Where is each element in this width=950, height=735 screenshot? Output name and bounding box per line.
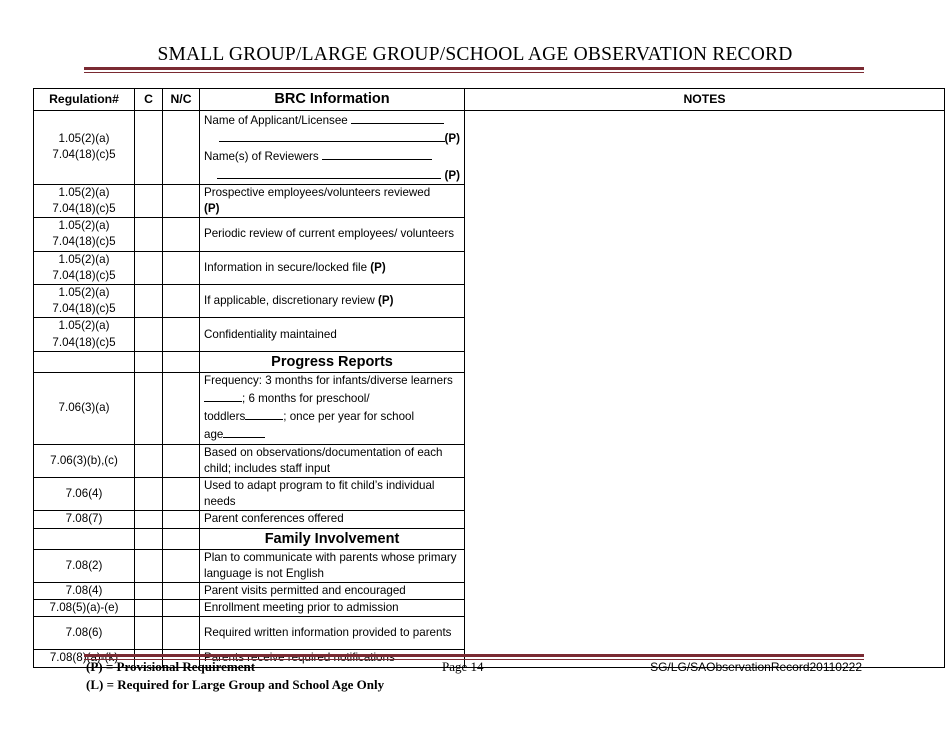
c-checkbox-cell[interactable] xyxy=(135,372,163,444)
brc-info-cell: Based on observations/documentation of each child; includes staff input xyxy=(200,444,465,477)
reviewers-label: Name(s) of Reviewers xyxy=(204,150,319,164)
nc-checkbox-cell[interactable] xyxy=(163,184,200,217)
brc-info-cell: Parents receive required notifications xyxy=(200,650,465,667)
nc-checkbox-cell[interactable] xyxy=(163,285,200,318)
col-c: C xyxy=(135,89,163,111)
c-checkbox-cell[interactable] xyxy=(135,184,163,217)
regulation-cell xyxy=(34,318,135,351)
reg-line: 7.04(18)(c)5 xyxy=(52,202,116,216)
reg-line: 7.04(18)(c)5 xyxy=(52,235,116,249)
regulation-cell xyxy=(34,251,135,284)
regulation-cell: 7.06(4) xyxy=(34,478,135,511)
regulation-cell: 7.08(7) xyxy=(34,511,135,528)
footer-rule-thick xyxy=(84,654,864,657)
reg-line: 7.04(18)(c)5 xyxy=(52,268,116,282)
regulation-cell xyxy=(34,218,135,251)
footer-large-group: (L) = Required for Large Group and School Age Only xyxy=(86,677,385,692)
applicant-blank[interactable] xyxy=(351,111,444,124)
nc-checkbox-cell[interactable] xyxy=(163,111,200,185)
table-row xyxy=(34,111,945,185)
reg-line: 1.05(2)(a) xyxy=(58,286,110,300)
nc-checkbox-cell[interactable] xyxy=(163,251,200,284)
nc-checkbox-cell[interactable] xyxy=(163,372,200,444)
empty-cell xyxy=(34,528,135,549)
info-text: Frequency: 3 months for infants/diverse learners xyxy=(204,373,453,387)
info-text: Confidentiality maintained xyxy=(204,327,337,341)
col-brc: BRC Information xyxy=(200,89,465,111)
regulation-cell: 7.08(4) xyxy=(34,583,135,600)
title-rule-thick xyxy=(84,67,864,70)
infant-blank[interactable] xyxy=(204,389,242,402)
info-text: age xyxy=(204,428,224,442)
c-checkbox-cell[interactable] xyxy=(135,444,163,477)
provisional-mark: (P) xyxy=(370,260,386,274)
header-row xyxy=(34,89,945,111)
regulation-cell: 7.08(6) xyxy=(34,617,135,650)
empty-cell xyxy=(135,528,163,549)
applicant-blank-2[interactable] xyxy=(219,129,445,142)
c-checkbox-cell[interactable] xyxy=(135,318,163,351)
info-text: Prospective employees/volunteers reviewed xyxy=(204,185,431,199)
info-text: ; once per year for school xyxy=(283,410,415,424)
nc-checkbox-cell[interactable] xyxy=(163,549,200,582)
c-checkbox-cell[interactable] xyxy=(135,111,163,185)
c-checkbox-cell[interactable] xyxy=(135,478,163,511)
brc-info-cell: Parent conferences offered xyxy=(200,511,465,528)
footer-page-number: Page 14 xyxy=(442,659,484,674)
brc-info-cell: Plan to communicate with parents whose primary language is not English xyxy=(200,549,465,582)
col-nc: N/C xyxy=(163,89,200,111)
col-notes: NOTES xyxy=(465,89,945,111)
reg-line: 1.05(2)(a) xyxy=(58,219,110,233)
empty-cell xyxy=(135,351,163,372)
brc-info-cell xyxy=(200,372,465,444)
brc-info-cell xyxy=(200,218,465,251)
reg-line: 7.04(18)(c)5 xyxy=(52,335,116,349)
empty-cell xyxy=(163,528,200,549)
reg-line: 7.04(18)(c)5 xyxy=(52,302,116,316)
reg-line: 7.04(18)(c)5 xyxy=(52,148,116,162)
brc-info-cell xyxy=(200,318,465,351)
info-text: ; 6 months for preschool/ xyxy=(242,392,370,406)
reg-line: 1.05(2)(a) xyxy=(58,252,110,266)
info-text: Periodic review of current employees/ volunteers xyxy=(204,227,455,241)
nc-checkbox-cell[interactable] xyxy=(163,318,200,351)
regulation-cell: 7.06(3)(b),(c) xyxy=(34,444,135,477)
brc-info-cell: Parent visits permitted and encouraged xyxy=(200,583,465,600)
nc-checkbox-cell[interactable] xyxy=(163,511,200,528)
regulation-cell: 7.08(8)(a)-(k) xyxy=(34,650,135,667)
provisional-mark: (P) xyxy=(444,132,460,146)
reg-line: 1.05(2)(a) xyxy=(58,132,110,146)
nc-checkbox-cell[interactable] xyxy=(163,617,200,650)
regulation-cell xyxy=(34,111,135,185)
footer-doc-id: SG/LG/SAObservationRecord20110222 xyxy=(650,660,862,674)
nc-checkbox-cell[interactable] xyxy=(163,218,200,251)
footer-provisional: (P) = Provisional Requirement xyxy=(86,659,256,674)
c-checkbox-cell[interactable] xyxy=(135,549,163,582)
notes-cell[interactable] xyxy=(465,111,945,668)
regulation-cell: 7.08(2) xyxy=(34,549,135,582)
c-checkbox-cell[interactable] xyxy=(135,600,163,617)
c-checkbox-cell[interactable] xyxy=(135,285,163,318)
observation-table xyxy=(33,88,945,668)
brc-info-cell: Required written information provided to parents xyxy=(200,617,465,650)
empty-cell xyxy=(34,351,135,372)
regulation-cell: 7.08(5)(a)-(e) xyxy=(34,600,135,617)
info-text: If applicable, discretionary review xyxy=(204,294,375,308)
reg-line: 1.05(2)(a) xyxy=(58,319,110,333)
c-checkbox-cell[interactable] xyxy=(135,617,163,650)
provisional-mark: (P) xyxy=(444,168,460,182)
brc-info-cell: Used to adapt program to fit child’s individual needs xyxy=(200,478,465,511)
applicant-label: Name of Applicant/Licensee xyxy=(204,114,348,127)
reviewers-blank-2[interactable] xyxy=(217,166,441,179)
regulation-cell xyxy=(34,285,135,318)
page-title: SMALL GROUP/LARGE GROUP/SCHOOL AGE OBSERVATION RECORD xyxy=(157,44,793,65)
c-checkbox-cell[interactable] xyxy=(135,583,163,600)
brc-info-cell xyxy=(200,184,465,217)
regulation-cell: 7.06(3)(a) xyxy=(34,372,135,444)
c-checkbox-cell[interactable] xyxy=(135,218,163,251)
section-title-family: Family Involvement xyxy=(200,528,465,549)
brc-info-cell xyxy=(200,251,465,284)
provisional-mark: (P) xyxy=(378,294,394,308)
nc-checkbox-cell[interactable] xyxy=(163,583,200,600)
nc-checkbox-cell[interactable] xyxy=(163,600,200,617)
empty-cell xyxy=(163,351,200,372)
section-title-progress: Progress Reports xyxy=(200,351,465,372)
c-checkbox-cell[interactable] xyxy=(135,251,163,284)
reviewers-blank[interactable] xyxy=(322,147,432,160)
brc-info-cell xyxy=(200,111,465,185)
school-age-blank[interactable] xyxy=(223,425,265,438)
provisional-mark: (P) xyxy=(204,202,220,216)
brc-info-cell xyxy=(200,285,465,318)
regulation-cell xyxy=(34,184,135,217)
reg-line: 1.05(2)(a) xyxy=(58,185,110,199)
c-checkbox-cell[interactable] xyxy=(135,511,163,528)
info-text: Information in secure/locked file xyxy=(204,260,368,274)
info-text: toddlers xyxy=(204,410,246,424)
title-rule-thin xyxy=(84,72,864,73)
nc-checkbox-cell[interactable] xyxy=(163,444,200,477)
col-regulation: Regulation# xyxy=(34,89,135,111)
brc-info-cell: Enrollment meeting prior to admission xyxy=(200,600,465,617)
toddler-blank[interactable] xyxy=(245,407,283,420)
nc-checkbox-cell[interactable] xyxy=(163,478,200,511)
